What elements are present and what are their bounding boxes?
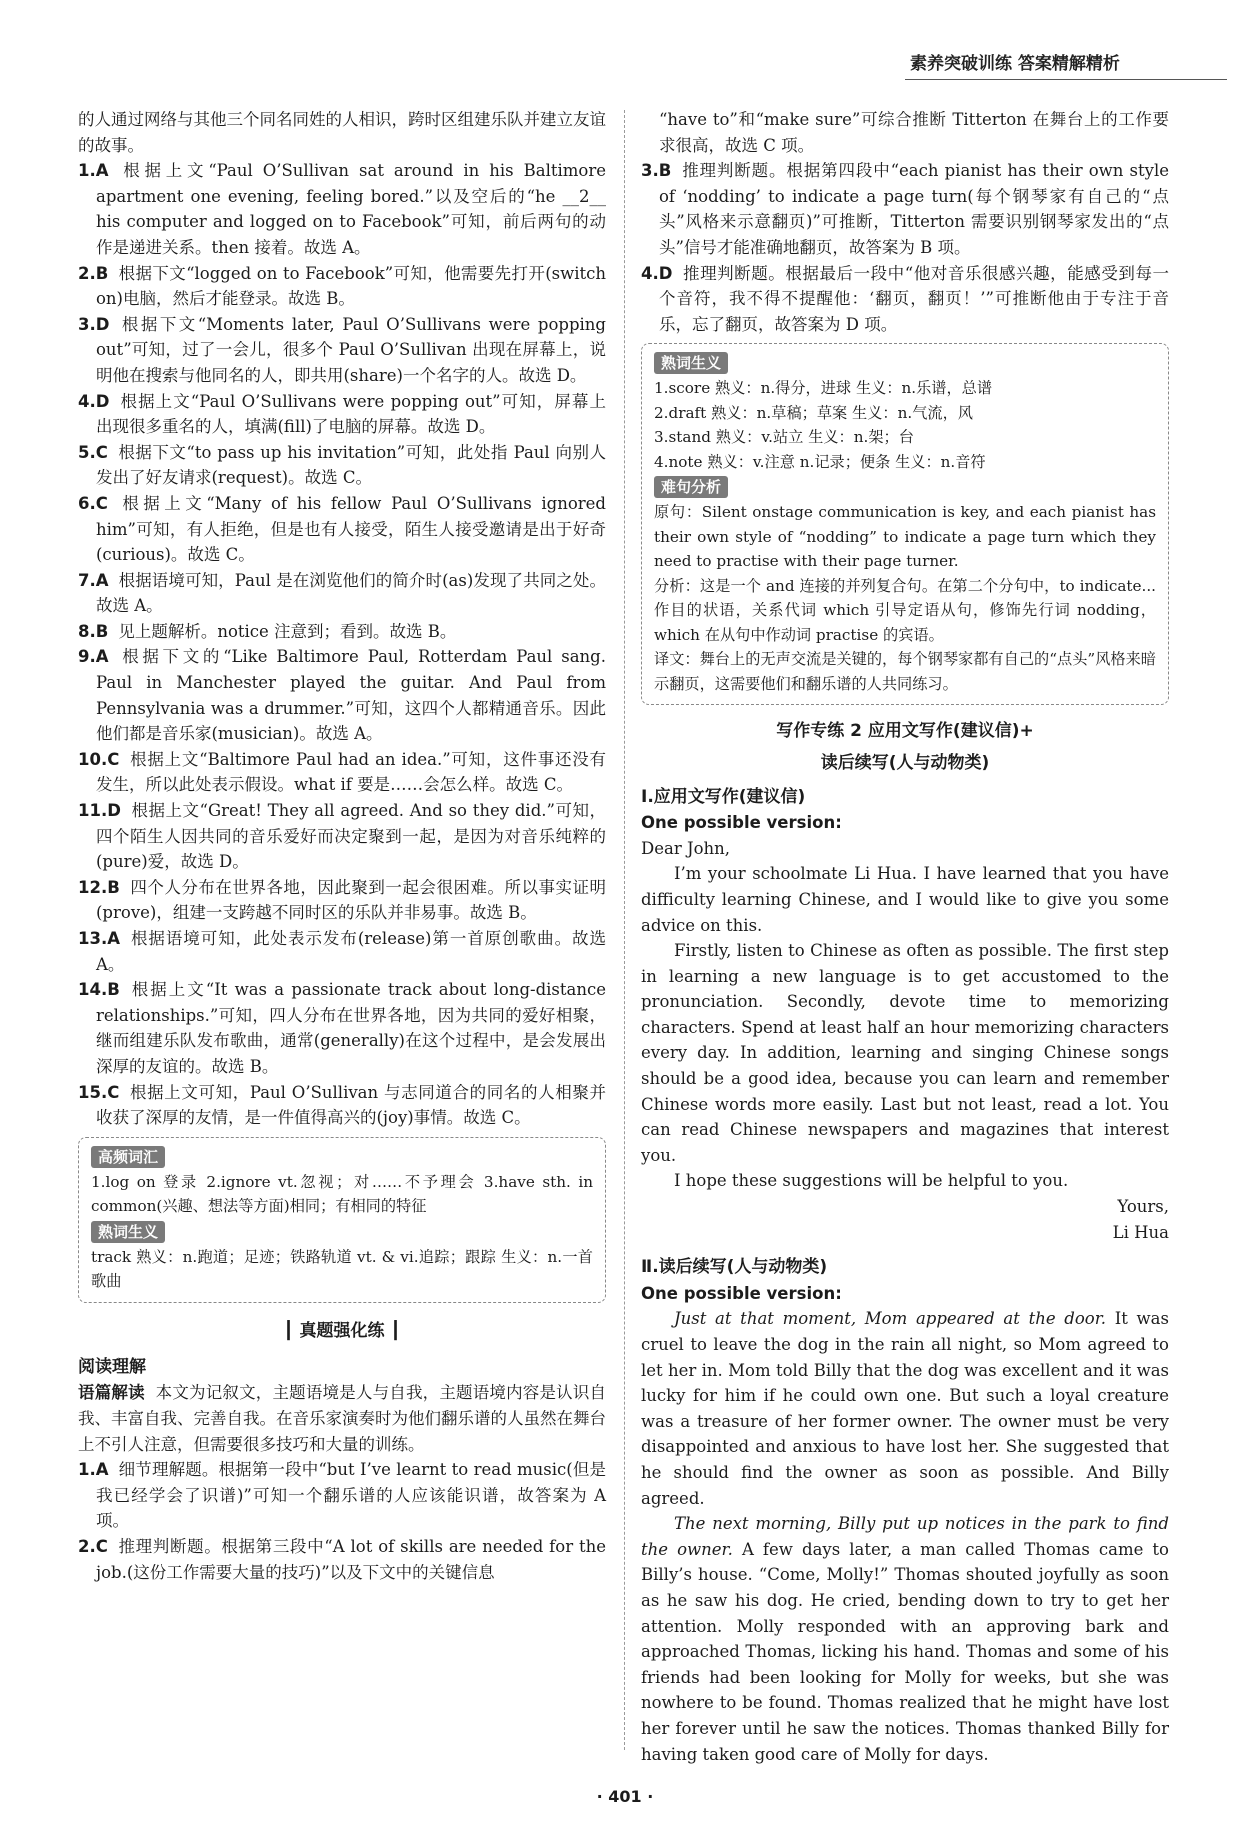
shengyi-tag-2: 熟词生义 (654, 352, 728, 374)
shengyi-tag: 熟词生义 (91, 1221, 165, 1243)
answer-number: 1.A (78, 1460, 109, 1480)
vocab-text: 1.log on 登录 2.ignore vt.忽视；对……不予理会 3.have sth. in common(兴趣、想法等方面)相同；有相同的特征 (91, 1172, 593, 1216)
shengyi-line: 4.note 熟义：v.注意 n.记录；便条 生义：n.音符 (654, 452, 986, 471)
answer-number: 9.A (78, 647, 109, 667)
left-column (78, 107, 606, 1585)
answer-number: 13.A (78, 929, 120, 948)
answer-item (78, 389, 606, 440)
part2-title: Ⅱ.读后续写(人与动物类) (641, 1257, 828, 1278)
answer-item (78, 440, 606, 491)
answer-explanation: 推理判断题。根据第四段中“each pianist has their own style of ‘nodding’ to indicate a page turn(每个钢琴家有自己的“点头”风格来示意翻页)”可推断，Titterton 需要识别钢琴家发出的“点头”信号才能准确地翻页，故答案为 B 项。 (659, 161, 1169, 257)
vocab-tag: 高频词汇 (91, 1146, 165, 1168)
intro-text: 的人通过网络与其他三个同名同姓的人相识，跨时区组建乐队并建立友谊的故事。 (78, 110, 606, 155)
page-number: · 401 · (596, 1787, 654, 1806)
letter-paragraph: I hope these suggestions will be helpful to you. (674, 1171, 1069, 1191)
answer-item (78, 1457, 606, 1534)
reading-intro (78, 1380, 606, 1457)
answer-explanation: 根据下文“Moments later, Paul O’Sullivans were popping out”可知，过了一会儿，很多个 Paul O’Sullivan 出现在屏幕上，说明他在搜索与他同名的人，即共用(share)一个名字的人。故选 D。 (96, 314, 606, 385)
section-bar-title: ┃ 真题强化练 ┃ (283, 1320, 401, 1341)
answer-explanation: 根据上文“Many of his fellow Paul O’Sullivans ignored him”可知，有人拒绝，但是也有人接受，陌生人接受邀请是出于好奇(curious)。故选 C。 (96, 493, 606, 565)
reading-label: 语篇解读 (78, 1383, 145, 1403)
shengyi-line: 2.draft 熟义：n.草稿；草案 生义：n.气流，风 (654, 403, 973, 422)
story-text: It was cruel to leave the dog in the rain all night, so Mom agreed to let her in. Mom told Billy that the dog was excellent and it was lucky for him if he could own one. But such a loyal creature was a treasure of her former owner. The owner must be very disappointed and anxious to have lost her. She suggested that he should find the owner as soon as possible. And Billy agreed. (641, 1309, 1169, 1508)
story-text: A few days later, a man called Thomas came to Billy’s house. “Come, Molly!” Thomas shouted joyfully as soon as he saw his dog. He cried, bending down to try to get her attention. Molly responded with an approving bark and approached Thomas, licking his hand. Thomas and some of his friends had been looking for Molly for weeks, but she was nowhere to be found. Thomas realized that he might have lost her forever until he saw the notices. Thomas thanked Billy for having taken good care of Molly for days. (641, 1539, 1169, 1764)
writing-title-line-2: 读后续写(人与动物类) (820, 752, 990, 773)
shengyi-text: track 熟义：n.跑道；足迹；铁路轨道 vt. & vi.追踪；跟踪 生义：n.一首歌曲 (91, 1247, 593, 1291)
story-lead-sentence: Just at that moment, Mom appeared at the door. (674, 1309, 1107, 1329)
answer-item (78, 926, 606, 977)
reading-intro-text: 本文为记叙文，主题语境是人与自我，主题语境内容是认识自我、丰富自我、完善自我。在音乐家演奏时为他们翻乐谱的人虽然在舞台上不引人注意，但需要很多技巧和大量的训练。 (78, 1383, 606, 1454)
answer-explanation: 推理判断题。根据最后一段中“他对音乐很感兴趣，能感受到每一个音符，我不得不提醒他：‘翻页，翻页！’”可推断他由于专注于音乐，忘了翻页，故答案为 D 项。 (659, 263, 1169, 334)
continued-text: “have to”和“make sure”可综合推断 Titterton 在舞台上的工作要求很高，故选 C 项。 (659, 110, 1169, 155)
shengyi-line: 1.score 熟义：n.得分，进球 生义：n.乐谱，总谱 (654, 379, 993, 398)
answer-item (78, 977, 606, 1079)
writing-title-line-1: 写作专练 2 应用文写作(建议信)+ (776, 721, 1034, 742)
answer-number: 3.D (78, 314, 110, 334)
answer-list (78, 158, 606, 1131)
shengyi-line: 3.stand 熟义：v.站立 生义：n.架；台 (654, 428, 914, 447)
analysis-box (641, 343, 1169, 705)
answer-number: 14.B (78, 980, 120, 1000)
answer-item (78, 568, 606, 619)
answer-number: 15.C (78, 1082, 120, 1102)
answer-item (78, 875, 606, 926)
letter-paragraph: I’m your schoolmate Li Hua. I have learned that you have difficulty learning Chinese, and I would like to give you some advice on this. (641, 864, 1169, 935)
answer-explanation: 根据上文“It was a passionate track about long-distance relationships.”可知，四人分布在世界各地，因为共同的爱好相聚，继而组建乐队发布歌曲，通常(generally)在这个过程中，是会发展出深厚的友谊的。故选 B。 (96, 980, 606, 1076)
difficult-sentence-tag: 难句分析 (654, 476, 728, 498)
answer-number: 10.C (78, 749, 120, 769)
answer-number: 2.B (78, 263, 109, 283)
answer-list-right (641, 158, 1169, 337)
version-label: One possible version: (641, 813, 842, 833)
letter-signature: Li Hua (1112, 1222, 1169, 1242)
answer-number: 5.C (78, 442, 108, 462)
answer-explanation: 根据下文“logged on to Facebook”可知，他需要先打开(switch on)电脑，然后才能登录。故选 B。 (96, 263, 606, 309)
story-paragraph (641, 1511, 1169, 1767)
answer-item (78, 798, 606, 875)
story-paragraph (641, 1306, 1169, 1511)
answer-item (641, 261, 1169, 338)
reading-answer-list (78, 1457, 606, 1585)
vocab-box (78, 1137, 606, 1303)
answer-explanation: 四个人分布在世界各地，因此聚到一起会很困难。所以事实证明(prove)，组建一支跨越不同时区的乐队并非易事。故选 B。 (96, 877, 606, 923)
answer-item (78, 312, 606, 389)
answer-number: 4.D (78, 391, 110, 411)
letter-closing: Yours, (1117, 1197, 1169, 1217)
answer-explanation: 根据上文“Great! They all agreed. And so they did.”可知，四个陌生人因共同的音乐爱好而决定聚到一起，是因为对音乐纯粹的(pure)爱，故选 D。 (96, 801, 606, 872)
answer-number: 11.D (78, 801, 121, 821)
answer-explanation: 根据上文“Paul O’Sullivan sat around in his Baltimore apartment one evening, feeling bored.”以及空后的“he __2__ his computer and logged on to Facebook”可知，前后两句的动作是递进关系。then 接着。故选 A。 (96, 161, 606, 257)
story-body (641, 1306, 1169, 1767)
answer-item (78, 1534, 606, 1585)
answer-explanation: 根据下文的“Like Baltimore Paul, Rotterdam Paul sang. Paul in Manchester played the guitar. And Paul from Pennsylvania was a drummer.”可知，这四个人都精通音乐。因此他们都是音乐家(musician)。故选 A。 (96, 647, 606, 744)
right-column (641, 107, 1169, 1767)
page-header: 素养突破训练 答案精解精析 (910, 54, 1120, 74)
shengyi-lines (654, 376, 1156, 474)
answer-item (78, 158, 606, 260)
sentence-translation: 译文：舞台上的无声交流是关键的，每个钢琴家都有自己的“点头”风格来暗示翻页，这需要他们和翻乐谱的人共同练习。 (654, 650, 1156, 693)
answer-item (78, 747, 606, 798)
answer-item (641, 158, 1169, 260)
writing-section-title (641, 719, 1169, 776)
answer-item (78, 1080, 606, 1131)
original-sentence: 原句：Silent onstage communication is key, and each pianist has their own style of “nodding” to indicate a page turn which they need to practise with their page turner. (654, 503, 1156, 571)
answer-explanation: 根据上文可知，Paul O’Sullivan 与志同道合的同名的人相聚并收获了深厚的友情，是一件值得高兴的(joy)事情。故选 C。 (96, 1082, 606, 1128)
letter-paragraph: Firstly, listen to Chinese as often as possible. The first step in learning a new language is to get accustomed to the pronunciation. Secondly, devote time to memorizing characters. Spend at least half an hour memorizing characters every day. In addition, learning and singing Chinese songs should be a good idea, because you can learn and remember Chinese words more easily. Last but not least, read a lot. You can read Chinese newspapers and magazines that interest you. (641, 941, 1169, 1165)
reading-title: 阅读理解 (78, 1356, 146, 1377)
version-label-2: One possible version: (641, 1283, 842, 1303)
sentence-analysis: 分析：这是一个 and 连接的并列复合句。在第二个分句中，to indicate...作目的状语，关系代词 which 引导定语从句，修饰先行词 nodding，which 在从句中作动词 practise 的宾语。 (654, 576, 1156, 644)
answer-number: 3.B (641, 161, 672, 181)
answer-explanation: 根据语境可知，Paul 是在浏览他们的简介时(as)发现了共同之处。故选 A。 (96, 570, 606, 616)
answer-number: 8.B (78, 621, 109, 641)
column-divider (624, 110, 625, 1750)
answer-explanation: 根据下文“to pass up his invitation”可知，此处指 Paul 向别人发出了好友请求(request)。故选 C。 (96, 442, 606, 488)
answer-number: 6.C (78, 493, 108, 513)
answer-item (78, 644, 606, 746)
answer-number: 1.A (78, 161, 109, 181)
answer-number: 4.D (641, 263, 673, 283)
part1-title: Ⅰ.应用文写作(建议信) (641, 786, 806, 807)
answer-item (78, 491, 606, 568)
letter-salutation: Dear John, (641, 838, 731, 858)
story-lead-sentence: The next morning, Billy put up notices in the park to find the owner. (641, 1514, 1169, 1559)
answer-explanation: 根据上文“Baltimore Paul had an idea.”可知，这件事还没有发生，所以此处表示假设。what if 要是……会怎么样。故选 C。 (96, 749, 606, 795)
answer-explanation: 根据上文“Paul O’Sullivans were popping out”可知，屏幕上出现很多重名的人，填满(fill)了电脑的屏幕。故选 D。 (96, 391, 606, 437)
answer-number: 7.A (78, 570, 109, 590)
answer-explanation: 细节理解题。根据第一段中“but I’ve learnt to read music(但是我已经学会了识谱)”可知一个翻乐谱的人应该能识谱，故答案为 A 项。 (96, 1460, 606, 1531)
answer-item (78, 619, 606, 645)
answer-item (78, 261, 606, 312)
answer-number: 2.C (78, 1536, 108, 1556)
answer-explanation: 根据语境可知，此处表示发布(release)第一首原创歌曲。故选 A。 (96, 929, 606, 974)
answer-explanation: 推理判断题。根据第三段中“A lot of skills are needed for the job.(这份工作需要大量的技巧)”以及下文中的关键信息 (96, 1536, 606, 1582)
answer-number: 12.B (78, 877, 120, 897)
answer-explanation: 见上题解析。notice 注意到；看到。故选 B。 (118, 621, 457, 641)
header-rule (905, 79, 1227, 80)
letter-body (641, 861, 1169, 1194)
